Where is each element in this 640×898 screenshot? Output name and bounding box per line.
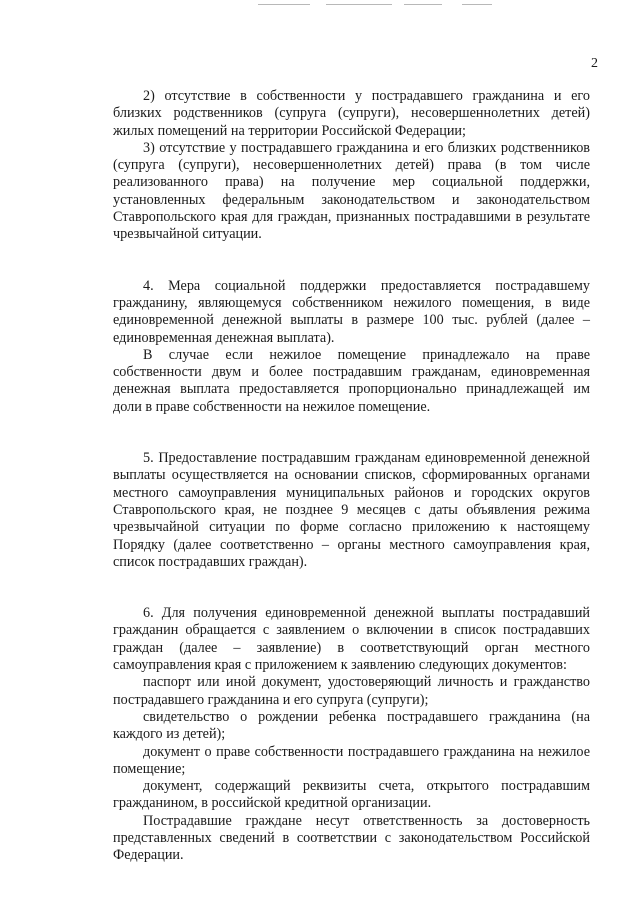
section-gap <box>113 588 590 605</box>
section-gap <box>113 571 590 588</box>
paragraph: В случае если нежилое помещение принадлежало на праве собственности двум и более пострадавшим гражданам, единовременная денежная выплата предоставляется пропорционально принадлежащей им доли в праве собственности на нежилое помещение. <box>113 346 590 415</box>
section-gap <box>113 433 590 450</box>
list-item-paragraph: свидетельство о рождении ребенка пострадавшего гражданина (на каждого из детей); <box>113 708 590 743</box>
list-item-paragraph: паспорт или иной документ, удостоверяющий личность и гражданство пострадавшего гражданина и его супруга (супруги); <box>113 674 590 708</box>
scan-edge-line <box>258 4 310 5</box>
paragraph: 5. Предоставление пострадавшим гражданам единовременной денежной выплаты осуществляется на основании списков, сформированных органами местного самоуправления муниципальных районов и городских округов Ставропольского края, не позднее 9 месяцев с даты объявления режима чрезвычайной ситуации по форме согласно приложению к настоящему Порядку (далее соответственно – органы местного самоуправления края, список пострадавших граждан). <box>113 450 590 570</box>
scan-edge-line <box>462 4 492 5</box>
paragraph: 6. Для получения единовременной денежной выплаты пострадавший гражданин обращается с заявлением о включении в список пострадавших граждан (далее – заявление) в соответствующий орган местного самоуправления края с приложением к заявлению следующих документов: <box>113 605 590 674</box>
scan-edge-line <box>326 4 392 5</box>
page-number: 2 <box>591 56 598 71</box>
list-item-paragraph: документ о праве собственности пострадавшего гражданина на нежилое помещение; <box>113 743 590 777</box>
scan-edge-line <box>404 4 442 5</box>
list-item-paragraph: документ, содержащий реквизиты счета, открытого пострадавшим гражданином, в российской кредитной организации. <box>113 778 590 812</box>
document-body <box>113 88 590 865</box>
paragraph: 2) отсутствие в собственности у пострадавшего гражданина и его близких родственников (супруга (супруги), несовершеннолетних детей) жилых помещений на территории Российской Федерации; <box>113 88 590 139</box>
section-gap <box>113 261 590 278</box>
paragraph: 4. Мера социальной поддержки предоставляется пострадавшему гражданину, являющемуся собственником нежилого помещения, в виде единовременной денежной выплаты в размере 100 тыс. рублей (далее – единовременная денежная выплата). <box>113 277 590 346</box>
section-gap <box>113 416 590 433</box>
paragraph: Пострадавшие граждане несут ответственность за достоверность представленных сведений в соответствии с законодательством Российской Федерации. <box>113 812 590 864</box>
paragraph: 3) отсутствие у пострадавшего гражданина и его близких родственников (супруга (супруги), несовершеннолетних детей) права (в том числе реализованного права) на получение мер социальной поддержки, установленных федеральным законодательством и законодательством Ставропольского края для граждан, признанных пострадавшими в результате чрезвычайной ситуации. <box>113 139 590 243</box>
section-gap <box>113 244 590 261</box>
